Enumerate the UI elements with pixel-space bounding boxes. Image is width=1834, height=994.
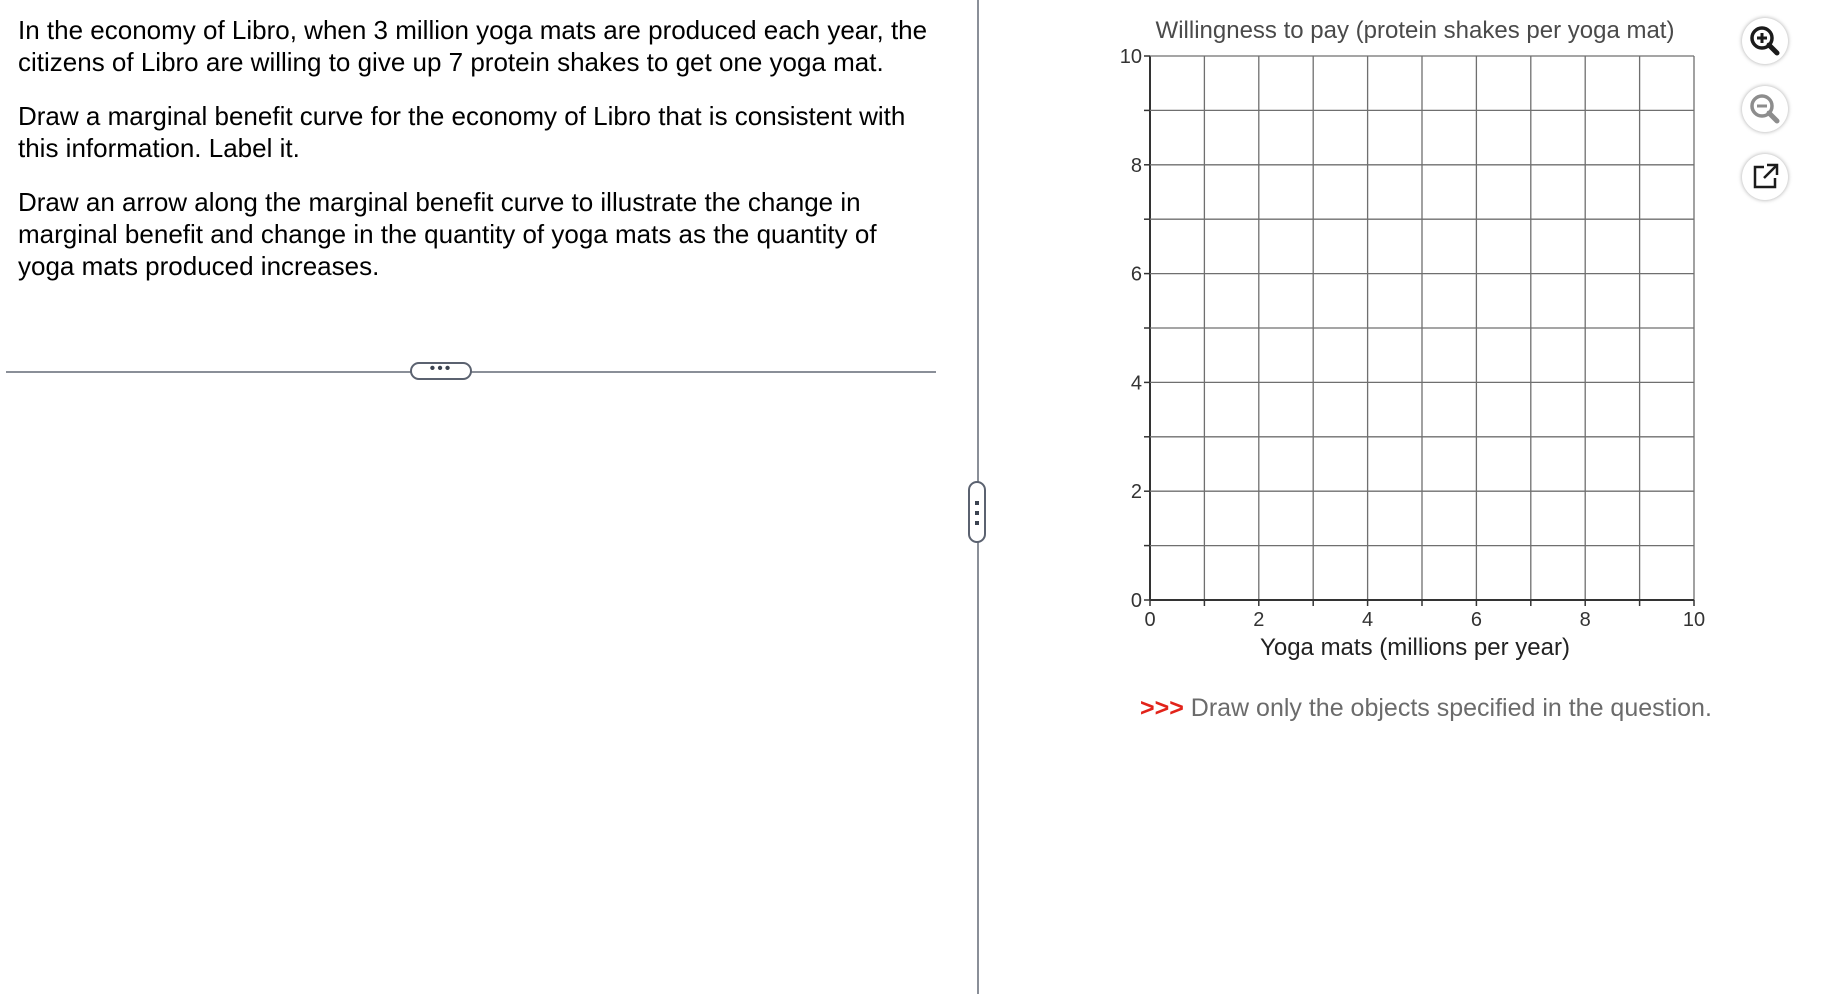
grip-dot	[975, 521, 979, 525]
y-tick-label: 2	[1130, 481, 1142, 504]
zoom-out-icon	[1742, 86, 1788, 132]
question-text	[18, 14, 938, 304]
pane-splitter-handle[interactable]	[968, 481, 986, 543]
open-in-new-window-icon	[1742, 154, 1788, 200]
x-tick-label: 0	[1144, 609, 1156, 631]
question-paragraph-3: Draw an arrow along the marginal benefit curve to illustrate the change in marginal benefit and change in the quantity of yoga mats as the quantity of yoga mats produced increases.	[18, 187, 877, 281]
x-tick-label: 6	[1470, 609, 1482, 631]
zoom-out-button[interactable]	[1742, 86, 1788, 132]
x-tick-label: 8	[1579, 609, 1591, 631]
instruction-message: Draw only the objects specified in the question.	[1183, 694, 1712, 722]
axis-ticks	[1120, 46, 1705, 631]
y-tick-label: 10	[1119, 46, 1142, 68]
grid	[1150, 56, 1694, 600]
y-tick-label: 8	[1130, 154, 1142, 177]
popout-button[interactable]	[1742, 154, 1788, 200]
expand-handle-button[interactable]: •••	[410, 362, 472, 380]
x-tick-label: 4	[1362, 609, 1374, 631]
x-tick-label: 2	[1253, 609, 1265, 631]
graph-canvas[interactable]	[1090, 0, 1740, 680]
x-axis-title: Yoga mats (millions per year)	[1260, 634, 1570, 661]
question-paragraph-2: Draw a marginal benefit curve for the economy of Libro that is consistent with this information. Label it.	[18, 101, 906, 163]
zoom-in-button[interactable]	[1742, 18, 1788, 64]
x-tick-label: 10	[1682, 609, 1706, 631]
instruction-arrows: >>>	[1140, 694, 1184, 722]
grip-dot	[975, 511, 979, 515]
y-tick-label: 6	[1130, 263, 1142, 286]
y-tick-label: 4	[1130, 372, 1142, 395]
grip-dot	[975, 501, 979, 505]
instruction-text	[1140, 694, 1712, 723]
y-axis-title: Willingness to pay (protein shakes per yoga mat)	[1155, 17, 1675, 44]
zoom-in-icon	[1742, 18, 1788, 64]
y-tick-label: 0	[1130, 590, 1142, 612]
question-paragraph-1: In the economy of Libro, when 3 million yoga mats are produced each year, the citizens of Libro are willing to give up 7 protein shakes to get one yoga mat.	[18, 15, 928, 77]
